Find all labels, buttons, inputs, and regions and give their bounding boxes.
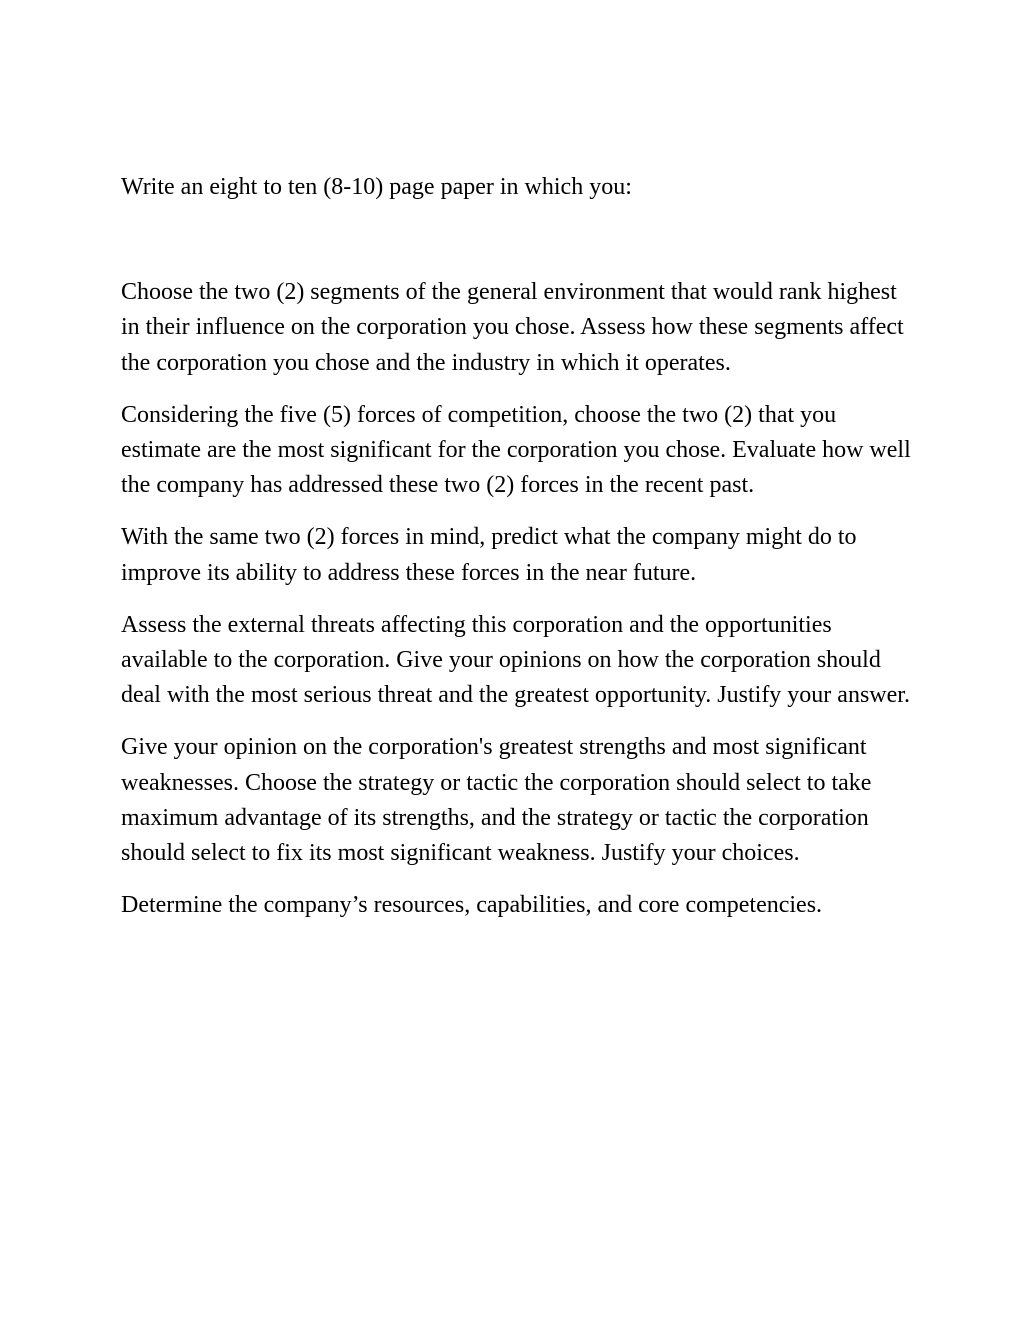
paragraph-resources-capabilities: Determine the company’s resources, capabilities, and core competencies. xyxy=(121,892,823,919)
paragraph-general-environment: Choose the two (2) segments of the general environment that would rank highest in their influence on the corporation you chose. Assess how these segments affect the corporation you chose and the industry in which it operates. xyxy=(121,279,904,376)
document-body xyxy=(121,170,921,940)
paragraph-strengths-weaknesses: Give your opinion on the corporation's greatest strengths and most significant weaknesses. Choose the strategy or tactic the corporation should select to take maximum advantage of its strengths, and the strategy or tactic the corporation should select to fix its most significant weakness. Justify your choices. xyxy=(121,734,872,867)
paragraph-five-forces: Considering the five (5) forces of competition, choose the two (2) that you estimate are the most significant for the corporation you chose. Evaluate how well the company has addressed these two (2) forces in the recent past. xyxy=(121,401,911,499)
assignment-intro: Write an eight to ten (8-10) page paper in which you: xyxy=(121,174,632,200)
paragraph-threats-opportunities: Assess the external threats affecting this corporation and the opportunities available to the corporation. Give your opinions on how the corporation should deal with the most serious threat and the greatest opportunity. Justify your answer. xyxy=(121,611,910,709)
paragraph-forces-prediction: With the same two (2) forces in mind, predict what the company might do to improve its ability to address these forces in the near future. xyxy=(121,524,857,586)
